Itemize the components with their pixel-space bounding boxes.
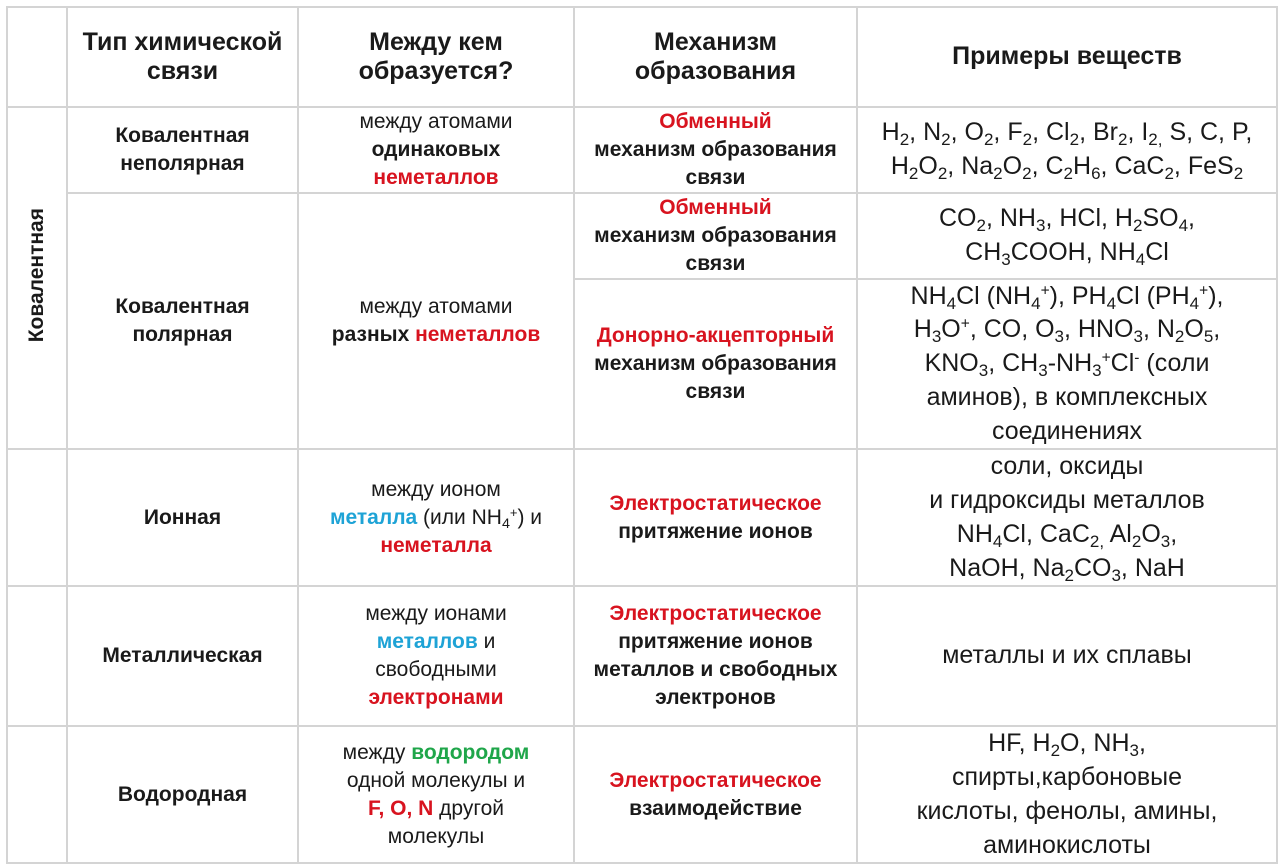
row-covalent-polar [7,193,1277,279]
header-corner [7,7,67,107]
mechanism-cell-exchange: Обменный механизм образования связи [574,193,857,279]
hydrogen-group-cell [7,726,67,863]
between-cell: между атомами разных неметаллов [298,193,574,450]
row-metallic [7,586,1277,726]
bond-type-cell: Металлическая [67,586,298,726]
header-mechanism: Механизм образования [574,7,857,107]
ionic-group-cell [7,449,67,586]
header-examples: Примеры веществ [857,7,1277,107]
mechanism-cell-donor: Донорно-акцепторный механизм образования связи [574,279,857,450]
header-bond-type: Тип химической связи [67,7,298,107]
examples-cell: HF, $H_2O$, $NH_3$, спирты,карбоновые кислоты, фенолы, амины, аминокислоты [857,726,1277,863]
between-cell: между ионами металлов и свободными электронами [298,586,574,726]
bond-type-cell: Ионная [67,449,298,586]
chemical-bonds-table [6,6,1278,864]
examples-cell: металлы и их сплавы [857,586,1277,726]
examples-cell: соли, оксиды и гидроксиды металлов $NH_4Cl$, CaC$_{2,}$ $Al_2O_3$, NaOH, $Na_2CO_3$, NaH [857,449,1277,586]
between-cell: между водородом одной молекулы и F, O, N другой молекулы [298,726,574,863]
header-row [7,7,1277,107]
mechanism-cell: Электростатическое притяжение ионов [574,449,857,586]
row-ionic [7,449,1277,586]
covalent-group-label: Ковалентная [25,208,48,343]
mechanism-cell: Обменный механизм образования связи [574,107,857,193]
bond-type-cell: Ковалентная полярная [67,193,298,450]
mechanism-cell: Электростатическое взаимодействие [574,726,857,863]
examples-cell-exchange: $CO_2$, $NH_3$, HCl, $H_2SO_4$, $CH_3COOH$, $NH_4Cl$ [857,193,1277,279]
bond-type-cell: Водородная [67,726,298,863]
between-cell: между атомами одинаковых неметаллов [298,107,574,193]
examples-cell-donor: $NH_4Cl$ $(NH_4^+)$, $PH_4Cl$ $(PH_4^+)$, $H_3O^+$, CO, $O_3$, $HNO_3$, $N_2O_5$, $KNO_3$, $CH_3-NH_3^+Cl^-$ (соли аминов), в комплексных соединениях [857,279,1277,450]
metallic-group-cell [7,586,67,726]
between-cell: между ионом металла (или $NH_4^+$) и неметалла [298,449,574,586]
bond-type-cell: Ковалентная неполярная [67,107,298,193]
row-hydrogen [7,726,1277,863]
examples-cell: $H_2$, $N_2$, $O_2$, $F_2$, $Cl_2$, $Br_2$, $I_{2,}$ S, C, P, $H_2O_2$, $Na_2O_2$, $C_2H_6$, CaC$_2$, FeS$_2$ [857,107,1277,193]
header-between: Между кем образуется? [298,7,574,107]
mechanism-cell: Электростатическое притяжение ионов металлов и свободных электронов [574,586,857,726]
row-covalent-nonpolar [7,107,1277,193]
covalent-group-cell [7,107,67,449]
